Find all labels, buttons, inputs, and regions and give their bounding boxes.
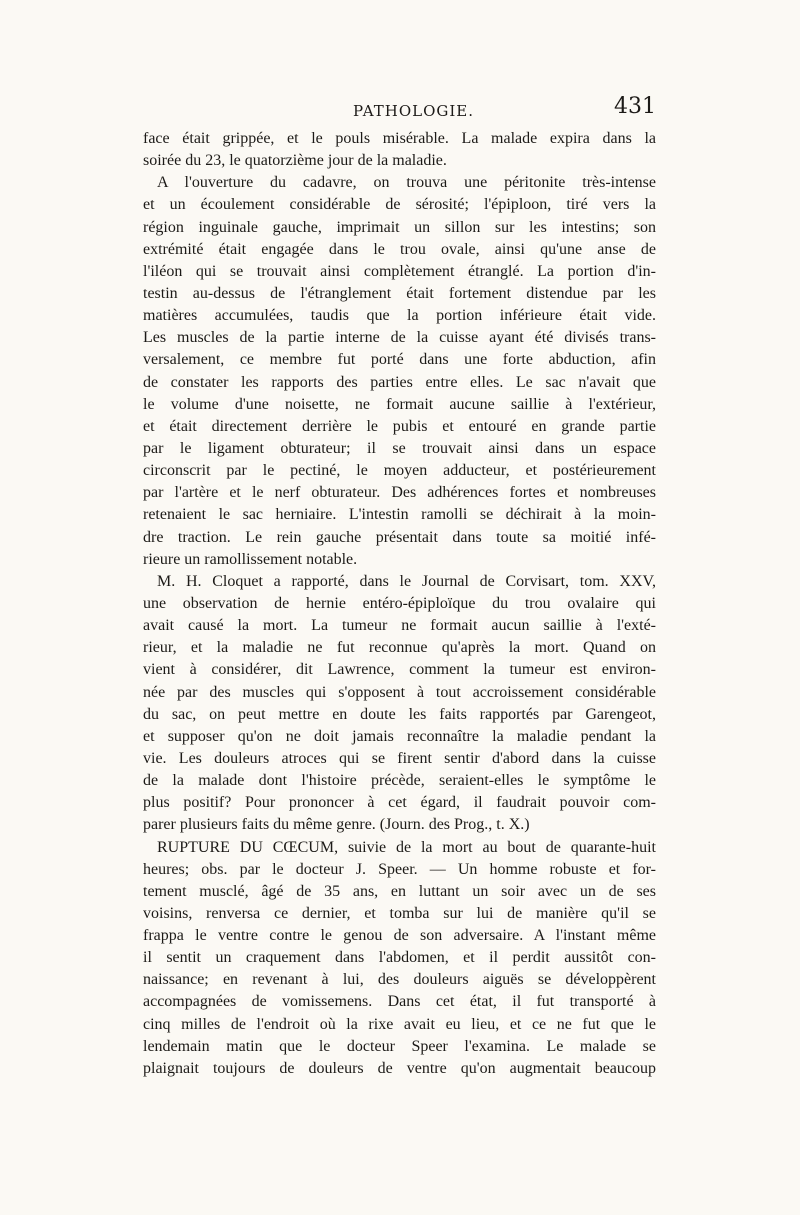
text-line: retenaient le sac herniaire. L'intestin ramolli se déchirait à la moin- bbox=[143, 506, 656, 524]
text-line: du sac, on peut mettre en doute les faits rapportés par Garengeot, bbox=[143, 705, 656, 723]
text-line: vie. Les douleurs atroces qui se firent sentir d'abord dans la cuisse bbox=[143, 749, 656, 767]
text-line: voisins, renversa ce dernier, et tomba sur lui de manière qu'il se bbox=[143, 904, 656, 922]
text-line: dre traction. Le rein gauche présentait dans toute sa moitié infé- bbox=[143, 528, 656, 546]
text-line: accompagnées de vomissemens. Dans cet état, il fut transporté à bbox=[143, 993, 656, 1011]
text-line: plaignait toujours de douleurs de ventre qu'on augmentait beaucoup bbox=[143, 1059, 656, 1077]
text-line: de la malade dont l'histoire précède, seraient-elles le symptôme le bbox=[143, 772, 656, 790]
text-line: lendemain matin que le docteur Speer l'examina. Le malade se bbox=[143, 1037, 656, 1055]
text-line: et était directement derrière le pubis et entouré en grande partie bbox=[143, 417, 656, 435]
text-line: heures; obs. par le docteur J. Speer. — Un homme robuste et for- bbox=[143, 860, 656, 878]
text-line: versalement, ce membre fut porté dans une forte abduction, afin bbox=[143, 351, 656, 369]
text-line: RUPTURE DU CŒCUM, suivie de la mort au bout de quarante-huit bbox=[157, 838, 656, 856]
text-line: le volume d'une noisette, ne formait aucune saillie à l'extérieur, bbox=[143, 395, 656, 413]
text-line: extrémité était engagée dans le trou ovale, ainsi qu'une anse de bbox=[143, 240, 656, 258]
text-line: née par des muscles qui s'opposent à tout accroissement considérable bbox=[143, 683, 656, 701]
text-line: matières accumulées, taudis que la portion inférieure était vide. bbox=[143, 307, 656, 325]
text-line: par l'artère et le nerf obturateur. Des adhérences fortes et nombreuses bbox=[143, 484, 656, 502]
text-line: circonscrit par le pectiné, le moyen adducteur, et postérieurement bbox=[143, 462, 656, 480]
text-line: vient à considérer, dit Lawrence, comment la tumeur est environ- bbox=[143, 661, 656, 679]
text-line: et supposer qu'on ne doit jamais reconnaître la maladie pendant la bbox=[143, 727, 656, 745]
text-line: parer plusieurs faits du même genre. (Journ. des Prog., t. X.) bbox=[143, 816, 530, 834]
text-line: Les muscles de la partie interne de la cuisse ayant été divisés trans- bbox=[143, 329, 656, 347]
text-line: cinq milles de l'endroit où la rixe avait eu lieu, et ce ne fut que le bbox=[143, 1015, 656, 1033]
text-line: face était grippée, et le pouls misérable. La malade expira dans la bbox=[143, 130, 656, 147]
text-line: par le ligament obturateur; il se trouvait ainsi dans un espace bbox=[143, 439, 656, 457]
text-line: avait causé la mort. La tumeur ne formait aucun saillie à l'exté- bbox=[143, 617, 656, 635]
text-line: plus positif? Pour prononcer à cet égard, il faudrait pouvoir com- bbox=[143, 794, 656, 812]
text-line: une observation de hernie entéro-épiploïque du trou ovalaire qui bbox=[143, 594, 656, 612]
body-text bbox=[143, 128, 656, 1080]
text-line: testin au-dessus de l'étranglement était fortement distendue par les bbox=[143, 284, 656, 302]
text-line: naissance; en revenant à lui, des douleurs aiguës se développèrent bbox=[143, 971, 656, 989]
text-line: soirée du 23, le quatorzième jour de la maladie. bbox=[143, 152, 447, 170]
text-line: l'iléon qui se trouvait ainsi complètement étranglé. La portion d'in- bbox=[143, 262, 656, 280]
text-line: rieur, et la maladie ne fut reconnue qu'après la mort. Quand on bbox=[143, 639, 656, 657]
running-title: PATHOLOGIE. bbox=[353, 102, 474, 120]
text-line: frappa le ventre contre le genou de son adversaire. A l'instant même bbox=[143, 927, 656, 945]
page-number: 431 bbox=[614, 94, 656, 119]
text-line: et un écoulement considérable de sérosité; l'épiploon, tiré vers la bbox=[143, 196, 656, 214]
text-line: région inguinale gauche, imprimait un sillon sur les intestins; son bbox=[143, 218, 656, 236]
text-line: rieure un ramollissement notable. bbox=[143, 550, 358, 568]
page-header bbox=[143, 92, 656, 128]
text-line: de constater les rapports des parties entre elles. Le sac n'avait que bbox=[143, 373, 656, 391]
text-line: tement musclé, âgé de 35 ans, en luttant un soir avec un de ses bbox=[143, 882, 656, 900]
text-line: A l'ouverture du cadavre, on trouva une péritonite très-intense bbox=[157, 174, 656, 192]
text-line: M. H. Cloquet a rapporté, dans le Journal de Corvisart, tom. XXV, bbox=[157, 572, 656, 590]
text-line: il sentit un craquement dans l'abdomen, et il perdit aussitôt con- bbox=[143, 949, 656, 967]
